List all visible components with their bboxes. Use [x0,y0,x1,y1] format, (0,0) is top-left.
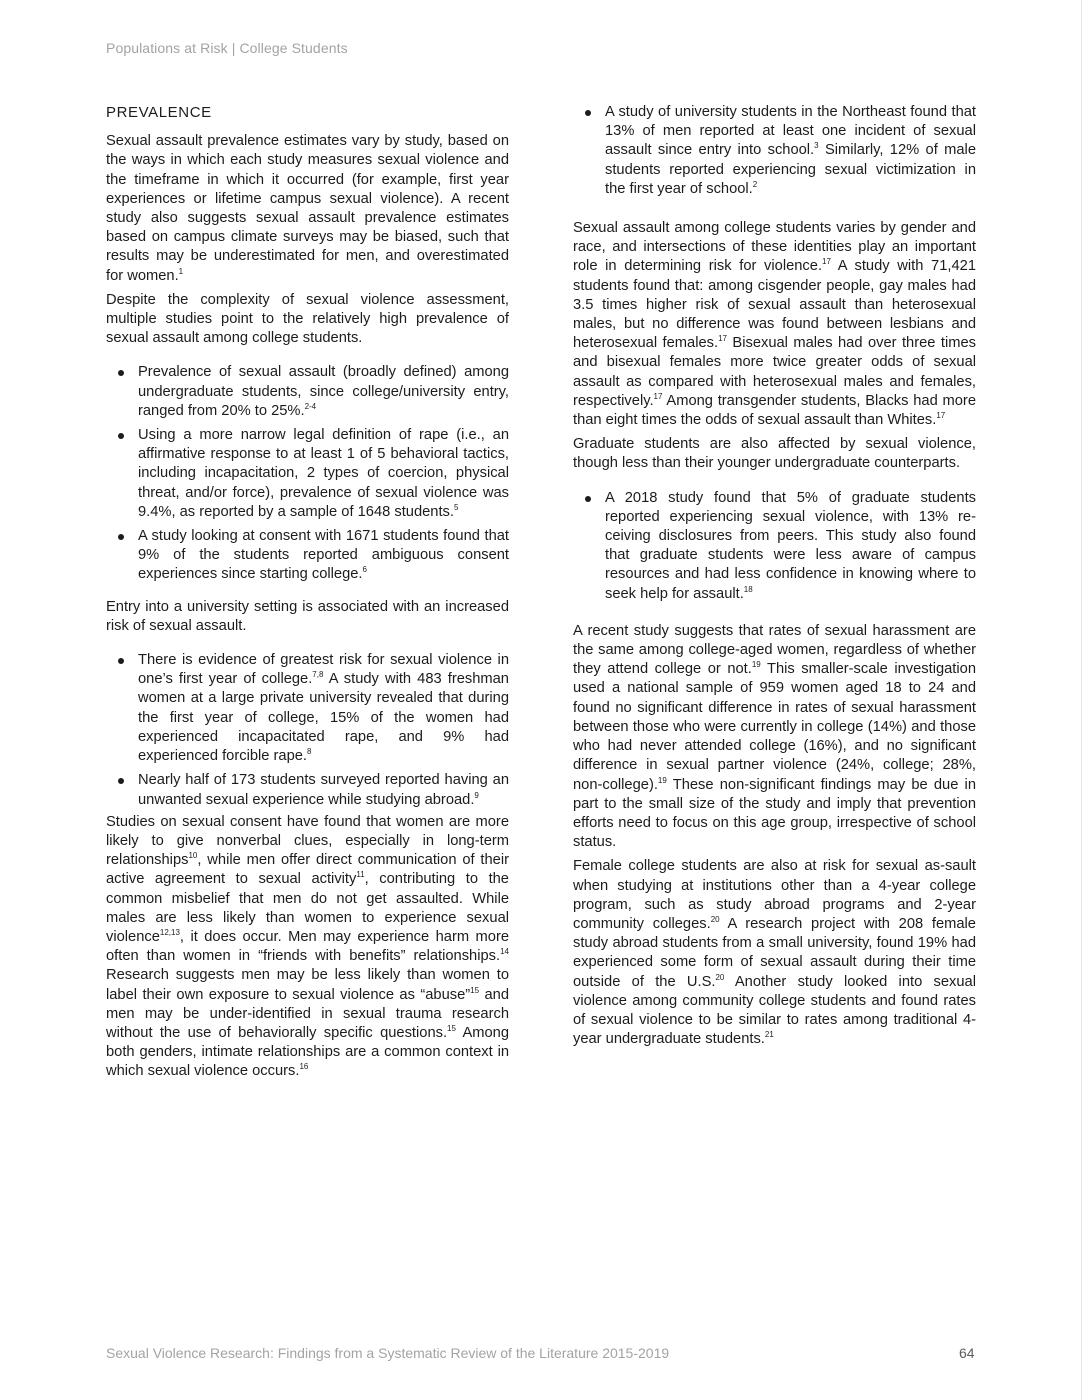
footer-title: Sexual Violence Research: Findings from a Systematic Review of the Literature 2015-2019 [106,1345,670,1361]
paragraph-complexity: Despite the complexity of sexual violence assessment, multiple studies point to the relatively high prevalence of sexual assault among college students. [106,291,509,347]
bullet-icon [585,110,591,116]
left-column [106,103,509,1087]
paragraph-sexual-harassment: A recent study suggests that rates of sexual harassment are the same among college-aged women, regardless of whether they attend college or not.$^{19}$ This smaller-scale investigation used a national sample of 959 women aged 18 to 24 and found no significant difference in rates of sexual harassment between those who were currently in college (14%) and those who had never attended college (16%), and no significant difference in sexual partner violence (24%, college; 28%, non-college).$^{19}$ These non-significant findings may be due in part to the small size of the study and imply that prevention efforts need to focus on this age group, irrespective of school status. [573,622,976,851]
right-column [573,103,976,1054]
running-head: Populations at Risk | College Students [106,40,348,56]
bullet-icon [118,534,124,540]
bullet-icon [118,370,124,376]
section-heading: PREVALENCE [106,104,212,121]
bullet-icon [118,433,124,439]
bullet-icon [118,658,124,664]
paragraph-graduate-students: Graduate students are also affected by sexual violence, though less than their younger undergraduate counterparts. [573,436,976,472]
list-item: A study of university students in the Northeast found that 13% of men reported at least one incident of sexual assault since entry into school.$^3$ Similarly, 12% of male students reported experiencing sexual victimization in the first year of school.$^2$ [573,103,976,199]
graduate-bullet-list [573,489,976,604]
bullet-icon [585,496,591,502]
page-number: 64 [959,1345,975,1361]
prevalence-bullet-list [106,363,509,584]
paragraph-university-entry: Entry into a university setting is associated with an increased risk of sexual assault. [106,598,509,634]
list-item: Nearly half of 173 students surveyed reported having an unwanted sexual experience while studying abroad.$^9$ [106,771,509,809]
list-item: A 2018 study found that 5% of graduate students reported experiencing sexual violence, with 13% re-ceiving disclosures from peers. This study also found that graduate students were less aware of campus resources and had less confidence in knowing where to seek help for assault.$^{18}$ [573,489,976,604]
list-item: Using a more narrow legal definition of rape (i.e., an affirmative response to at least 1 of 5 behavioral tactics, including incapacitation, 2 types of coercion, physical threat, and/or force), prevalence of sexual violence was 9.4%, as reported by a sample of 1648 students.$^5$ [106,426,509,522]
list-item: A study looking at consent with 1671 students found that 9% of the students reported ambiguous consent experiences since starting college.$^6$ [106,527,509,585]
bullet-icon [118,778,124,784]
northeast-bullet-list [573,103,976,199]
paragraph-prevalence-intro: Sexual assault prevalence estimates vary by study, based on the ways in which each study measures sexual violence and the timeframe in which it occurred (for example, first year experiences or lifetime campus sexual violence). A recent study also suggests sexual assault prevalence estimates based on campus climate surveys may be biased, such that results may be underestimated for men, and overestimated for women.$^1$ [106,133,509,284]
paragraph-sexual-consent: Studies on sexual consent have found that women are more likely to give nonverbal clues, especially in long-term relationships$^{10}$, while men offer direct communication of their active agreement to sexual activity$^{11}$, contributing to the common misbelief that men do not get assaulted. While males are less likely than women to experience sexual violence$^{12,13}$, it does occur. Men may experience harm more often than women in “friends with benefits” relationships.$^{14}$ Research suggests men may be less likely than women to label their own exposure to sexual violence as “abuse”$^{15}$ and men may be under-identified in sexual trauma research without the use of behaviorally specific questions.$^{15}$ Among both genders, intimate relationships are a common context in which sexual violence occurs.$^{16}$ [106,813,509,1080]
university-entry-bullet-list [106,651,509,810]
list-item: There is evidence of greatest risk for sexual violence in one’s first year of college.$^{7,8}$ A study with 483 freshman women at a large private university revealed that during the first year of college, 15% of the women had experienced incapacitated rape, and 9% had experienced forcible rape.$^8$ [106,651,509,766]
list-item: Prevalence of sexual assault (broadly defined) among undergraduate students, since college/university entry, ranged from 20% to 25%.$^{2-4}$ [106,363,509,421]
paragraph-study-abroad: Female college students are also at risk for sexual as-sault when studying at institutions other than a 4-year college program, such as study abroad programs and 2-year community colleges.$^{20}$ A research project with 208 female study abroad students from a small university, found 19% had experienced some form of sexual assault during their time outside of the U.S.$^{20}$ Another study looked into sexual violence among community college students and found rates of sexual violence to be similar to rates among traditional 4-year undergraduate students.$^{21}$ [573,858,976,1048]
paragraph-gender-race: Sexual assault among college students varies by gender and race, and intersections of these identities play an important role in determining risk for violence.$^{17}$ A study with 71,421 students found that: among cisgender people, gay males had 3.5 times higher risk of sexual assault than heterosexual males, but no difference was found between lesbians and heterosexual females.$^{17}$ Bisexual males had over three times and bisexual females more twice greater odds of sexual assault as compared with heterosexual males and females, respectively.$^{17}$ Among transgender students, Blacks had more than eight times the odds of sexual assault than Whites.$^{17}$ [573,220,976,429]
